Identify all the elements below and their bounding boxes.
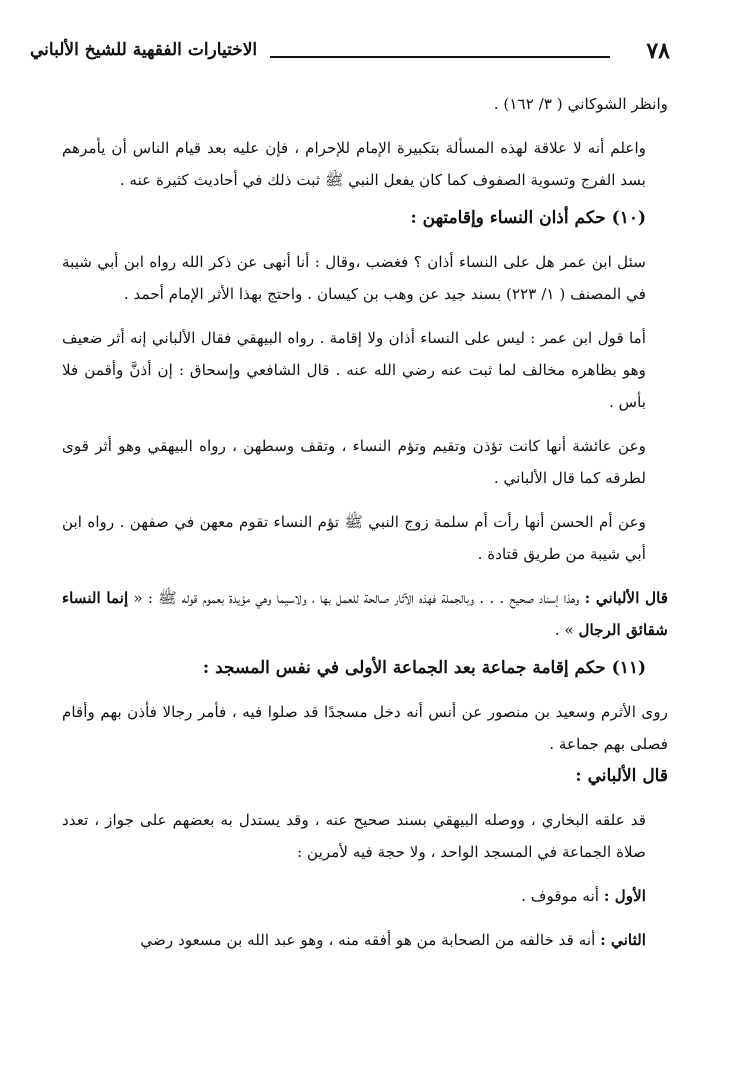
page-number: ٧٨ (646, 38, 670, 64)
paragraph-imam-takbir: واعلم أنه لا علاقة لهذه المسألة بتكبيرة الإمام للإحرام ، فإن عليه بعد قيام الناس أن يأمرهم بسد الفرج وتسوية الصفوف كما كان يفعل النبي ﷺ ثبت ذلك في أحاديث كثيرة عنه . (62, 139, 646, 189)
point-second (62, 924, 668, 956)
albani-comment-text: وهذا إسناد صحيح . . . وبالجملة فهذه الآثار صالحة للعمل بها ، ولاسيما وهي مؤيدة بعموم قوله ﷺ : « (128, 589, 585, 607)
first-label: الأول : (603, 887, 646, 905)
albani-label: قال الألباني : (584, 589, 669, 607)
second-label: الثاني : (600, 931, 646, 949)
paragraph-ibn-umar-qawl: أما قول ابن عمر : ليس على النساء أذان ولا إقامة . رواه البيهقي فقال الألباني إنه أثر ضعيف وهو بظاهره مخالف لما ثبت عنه رضي الله عنه . قال الشافعي وإسحاق : إن أذنَّ وأقمن فلا بأس . (62, 329, 646, 411)
second-text: أنه قد خالفه من الصحابة من هو أفقه منه ، وهو عبد الله بن مسعود رضي (140, 931, 601, 949)
first-text: أنه موقوف . (521, 887, 604, 905)
paragraph-umm-al-hasan: وعن أم الحسن أنها رأت أم سلمة زوج النبي ﷺ تؤم النساء تقوم معهن في صفهن . رواه ابن أبي شيبة من طريق قتادة . (62, 513, 646, 563)
header-rule (270, 56, 610, 58)
albani-label-2: قال الألباني : (575, 766, 668, 786)
paragraph-reference: وانظر الشوكاني ( ٣/ ١٦٢) . (493, 95, 668, 113)
albani-comment-end: » . (554, 621, 579, 639)
page-body (62, 88, 668, 956)
paragraph-athram: روى الأثرم وسعيد بن منصور عن أنس أنه دخل مسجدًا قد صلوا فيه ، فأمر رجالا فأذن بهم وأقام فصلى بهم جماعة . (62, 703, 668, 753)
point-first (62, 880, 668, 912)
section-heading-11: (١١) حكم إقامة جماعة بعد الجماعة الأولى في نفس المسجد : (202, 658, 646, 678)
running-title: الاختيارات الفقهية للشيخ الألباني (30, 40, 258, 60)
paragraph-bukhari: قد علقه البخاري ، ووصله البيهقي بسند صحيح عنه ، وقد يستدل به بعضهم على جواز ، تعدد صلاة الجماعة في المسجد الواحد ، ولا حجة فيه لأمرين : (62, 811, 646, 861)
paragraph-ibn-umar: سئل ابن عمر هل على النساء أذان ؟ فغضب ،وقال : أنا أنهى عن ذكر الله رواه ابن أبي شيبة في المصنف ( ١/ ٢٢٣) بسند جيد عن وهب بن كيسان . واحتج بهذا الأثر الإمام أحمد . (62, 253, 646, 303)
paragraph-aisha: وعن عائشة أنها كانت تؤذن وتقيم وتؤم النساء ، وتقف وسطهن ، رواه البيهقي وهو أثر قوى لطرقه كما قال الألباني . (62, 437, 646, 487)
paragraph-albani-comment (62, 582, 668, 646)
section-heading-10: (١٠) حكم أذان النساء وإقامتهن : (410, 208, 646, 228)
page-header (30, 38, 670, 68)
hadith-quote: إنما النساء شقائق الرجال (62, 589, 668, 639)
